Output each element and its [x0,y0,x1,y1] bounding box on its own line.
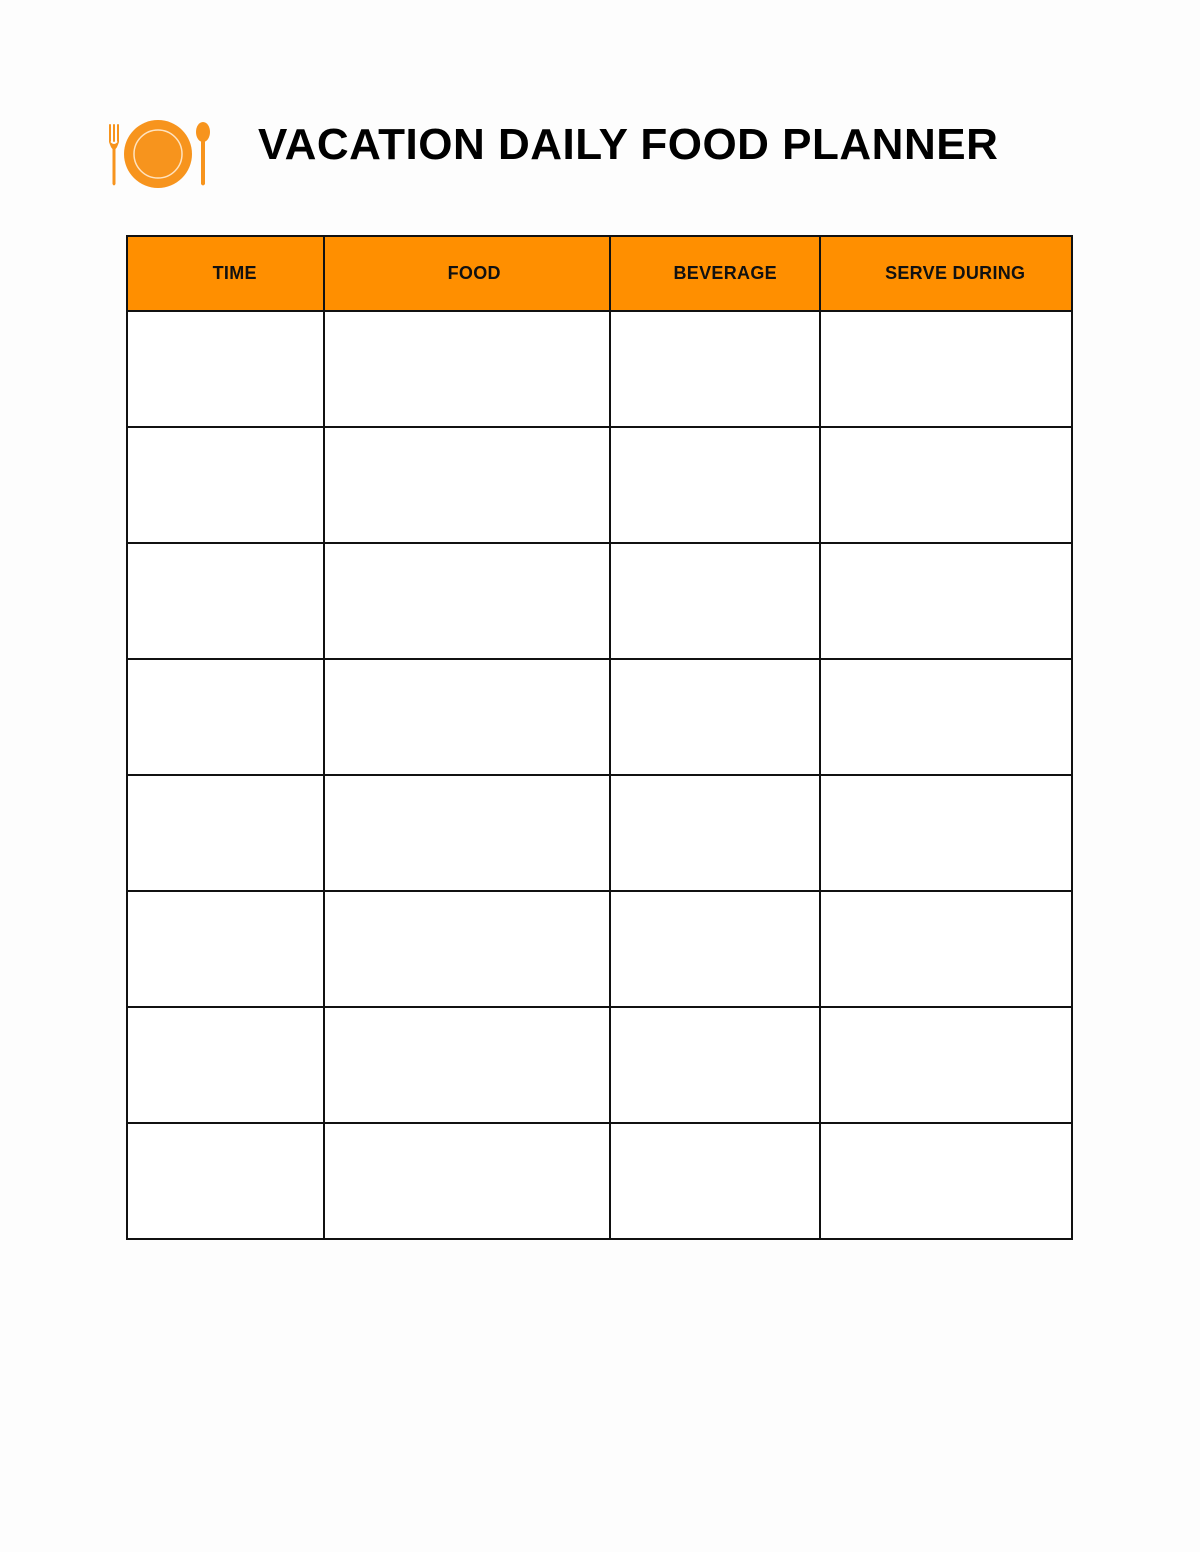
column-header-serve-during: SERVE DURING [820,236,1072,311]
beverage-cell[interactable] [610,891,820,1007]
food-planner-table [126,235,1073,1240]
time-cell[interactable] [127,427,324,543]
serve-during-cell[interactable] [820,311,1072,427]
serve-during-cell[interactable] [820,543,1072,659]
food-cell[interactable] [324,427,610,543]
food-cell[interactable] [324,891,610,1007]
food-cell[interactable] [324,543,610,659]
table-row [127,543,1072,659]
beverage-cell[interactable] [610,427,820,543]
table-row [127,427,1072,543]
food-cell[interactable] [324,775,610,891]
beverage-cell[interactable] [610,311,820,427]
table-row [127,1123,1072,1239]
beverage-cell[interactable] [610,775,820,891]
serve-during-cell[interactable] [820,1123,1072,1239]
food-cell[interactable] [324,1123,610,1239]
column-header-beverage: BEVERAGE [610,236,820,311]
time-cell[interactable] [127,1007,324,1123]
time-cell[interactable] [127,891,324,1007]
serve-during-cell[interactable] [820,891,1072,1007]
serve-during-cell[interactable] [820,659,1072,775]
page-title: VACATION DAILY FOOD PLANNER [258,120,999,169]
serve-during-cell[interactable] [820,1007,1072,1123]
beverage-cell[interactable] [610,543,820,659]
table-row [127,659,1072,775]
plate-fork-spoon-icon [106,118,212,190]
time-cell[interactable] [127,311,324,427]
table-row [127,891,1072,1007]
food-cell[interactable] [324,311,610,427]
column-header-time: TIME [127,236,324,311]
table-row [127,1007,1072,1123]
time-cell[interactable] [127,543,324,659]
time-cell[interactable] [127,1123,324,1239]
food-cell[interactable] [324,659,610,775]
time-cell[interactable] [127,775,324,891]
table-row [127,775,1072,891]
beverage-cell[interactable] [610,1007,820,1123]
table-header-row [127,236,1072,311]
serve-during-cell[interactable] [820,427,1072,543]
column-header-food: FOOD [324,236,610,311]
serve-during-cell[interactable] [820,775,1072,891]
beverage-cell[interactable] [610,659,820,775]
time-cell[interactable] [127,659,324,775]
table-row [127,311,1072,427]
beverage-cell[interactable] [610,1123,820,1239]
food-cell[interactable] [324,1007,610,1123]
